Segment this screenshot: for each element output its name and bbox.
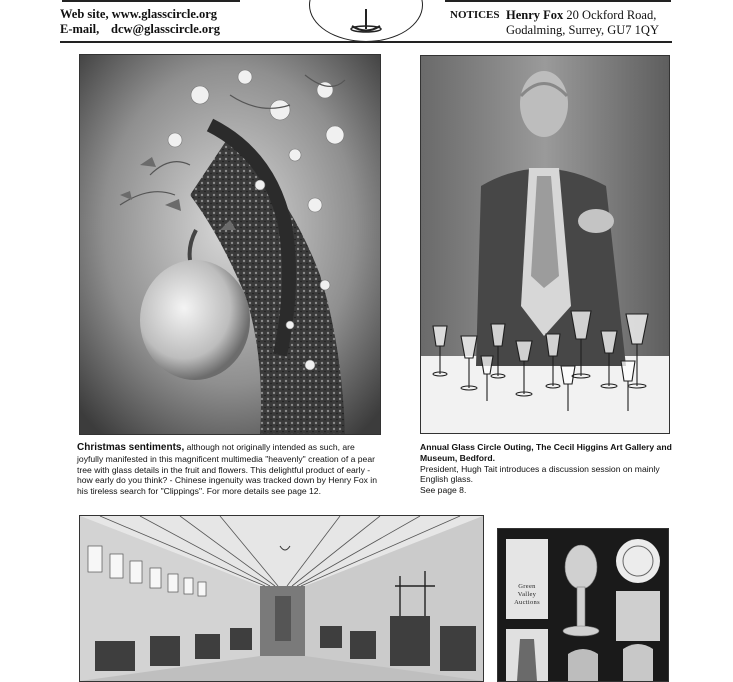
- christmas-caption-heading: Christmas sentiments,: [77, 442, 185, 453]
- advert-line-2: Valley: [517, 591, 537, 598]
- pear-tree-photo: [79, 54, 381, 435]
- wine-glass-icon: [310, 0, 422, 41]
- outing-caption-heading-2: Museum, Bedford.: [420, 452, 495, 463]
- email-label: E-mail,: [60, 22, 100, 36]
- header-rule-top-left: [62, 0, 240, 2]
- advert-line-1: Green: [518, 583, 536, 590]
- notices-label: NOTICES: [450, 9, 500, 21]
- contact-name: Henry Fox: [506, 8, 564, 22]
- email-value: dcw@glasscircle.org: [111, 22, 220, 36]
- website-line: Web site, www.glasscircle.org: [60, 7, 218, 21]
- advert-line-3: Auctions: [514, 599, 540, 606]
- notices-contact: [506, 8, 659, 38]
- header-rule-top-right: [445, 0, 671, 2]
- header-rule: [60, 41, 672, 43]
- outing-caption-body: President, Hugh Tait introduces a discussion session on mainly English glass.: [420, 463, 660, 485]
- museum-hall-photo: [79, 515, 484, 682]
- green-valley-auctions-advert: [497, 528, 669, 682]
- hugh-tait-photo: [420, 55, 670, 434]
- outing-caption: [420, 442, 680, 496]
- outing-caption-heading-1: Annual Glass Circle Outing, The Cecil Higgins Art Gallery and: [420, 442, 672, 452]
- contact-address-1: 20 Ockford Road,: [566, 8, 657, 22]
- christmas-caption-body: although not originally intended as such, are joyfully manifested in this magnificent multimedia "heavenly" creation of a pear tree with glass details in the fruit and flowers. This delightful product of early - how early do you think? - Chinese ingenuity was tracked down by Henry Fox in his tireless search for "Clippings". For more details see page 12.: [77, 442, 377, 497]
- glass-circle-logo: [309, 0, 423, 42]
- christmas-caption: [77, 442, 382, 497]
- outing-caption-see: See page 8.: [420, 485, 467, 496]
- advert-title: [506, 583, 548, 607]
- contact-address-2: Godalming, Surrey, GU7 1QY: [506, 23, 659, 37]
